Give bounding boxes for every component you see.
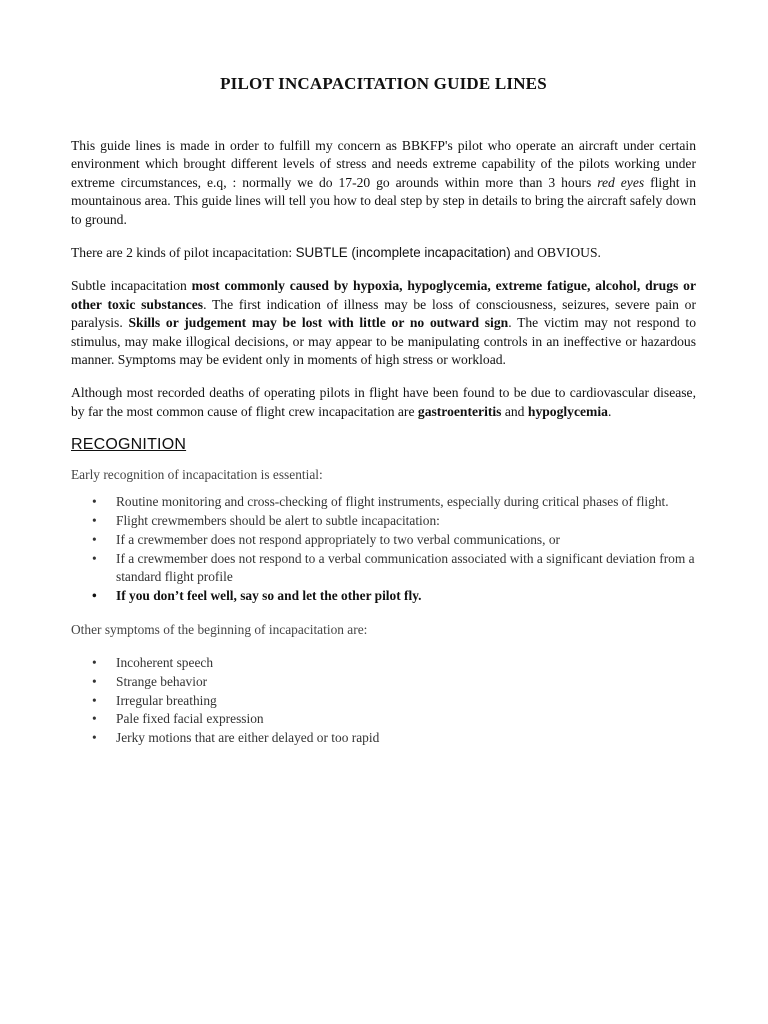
list-item bbox=[71, 692, 696, 710]
bullet-icon: • bbox=[92, 513, 97, 529]
bullet-icon: • bbox=[92, 673, 97, 689]
paragraph-text: . bbox=[607, 403, 612, 419]
bullet-icon: • bbox=[92, 587, 97, 603]
paragraph-subtle bbox=[71, 277, 696, 369]
recognition-heading: RECOGNITION bbox=[71, 436, 187, 454]
bullet-icon: • bbox=[92, 654, 97, 670]
list-item-emphasis bbox=[71, 587, 696, 605]
list-item-text: Incoherent speech bbox=[116, 654, 214, 670]
paragraph-text: . The first indication of illness may be loss of consciousness, seizures, severe pain or paralysis. bbox=[71, 296, 697, 331]
paragraph-text: Although most recorded deaths of operating pilots in flight have been found to be due to cardiovascular disease, by far the most common cause of flight crew incapacitation are bbox=[71, 385, 696, 419]
recognition-intro: Early recognition of incapacitation is essential: bbox=[71, 467, 323, 483]
recognition-list bbox=[71, 493, 696, 604]
list-item-text: Strange behavior bbox=[116, 673, 208, 689]
document-title: PILOT INCAPACITATION GUIDE LINES bbox=[220, 74, 547, 93]
bullet-icon: • bbox=[92, 532, 97, 548]
bullet-icon: • bbox=[92, 494, 97, 510]
paragraph-text: Subtle incapacitation bbox=[71, 278, 192, 294]
bold-causes: most commonly caused by hypoxia, hypoglycemia, extreme fatigue, alcohol, drugs or other toxic substances bbox=[71, 278, 696, 312]
list-item bbox=[71, 729, 696, 747]
italic-red-eyes: red eyes bbox=[597, 174, 645, 190]
symptoms-list bbox=[71, 654, 696, 748]
paragraph-text: and bbox=[501, 403, 528, 419]
list-item-text: If you don’t feel well, say so and let the other pilot fly. bbox=[116, 587, 422, 603]
paragraph-causes bbox=[71, 384, 696, 421]
list-item-text: If a crewmember does not respond appropriately to two verbal communications, or bbox=[116, 532, 560, 548]
list-item bbox=[71, 654, 696, 672]
list-item-text: If a crewmember does not respond to a verbal communication associated with a significant deviation from a standard flight profile bbox=[116, 551, 695, 584]
list-item-text: Routine monitoring and cross-checking of flight instruments, especially during critical phases of flight. bbox=[116, 494, 669, 510]
list-item bbox=[71, 550, 696, 586]
paragraph-concern bbox=[71, 137, 696, 229]
paragraph-kinds bbox=[71, 244, 696, 262]
list-item-text: Jerky motions that are either delayed or too rapid bbox=[116, 730, 380, 746]
bullet-icon: • bbox=[92, 551, 97, 566]
bullet-icon: • bbox=[92, 692, 97, 708]
paragraph-text: This guide lines is made in order to fulfill my concern as BBKFP's pilot who operate an aircraft under certain environment which brought different levels of stress and needs extreme capability of the pilots working under extreme circumstances, e.q, : normally we do 17-20 go arounds within more than 3 hours bbox=[71, 138, 696, 190]
symptoms-intro: Other symptoms of the beginning of incapacitation are: bbox=[71, 621, 368, 637]
list-item-text: Pale fixed facial expression bbox=[116, 711, 264, 727]
bullet-icon: • bbox=[92, 711, 97, 727]
bold-skills: Skills or judgement may be lost with little or no outward sign bbox=[128, 315, 509, 331]
list-item bbox=[71, 531, 696, 549]
list-item bbox=[71, 673, 696, 691]
list-item-text: Irregular breathing bbox=[116, 692, 217, 708]
bold-hypoglycemia: hypoglycemia bbox=[527, 403, 608, 419]
paragraph-text: flight in mountainous area. This guide lines will tell you how to deal step by step in details to bring the aircraft safely down to ground. bbox=[71, 174, 697, 227]
bullet-icon: • bbox=[92, 730, 97, 746]
paragraph-text: There are 2 kinds of pilot incapacitation: bbox=[71, 245, 296, 261]
list-item bbox=[71, 512, 696, 530]
paragraph-text: . The victim may not respond to stimulus, may make illogical decisions, or may appear to be manipulating controls in an ineffective or hazardous manner. Symptoms may be evident only in moments of high stress or workload. bbox=[71, 315, 696, 368]
list-item-text: Flight crewmembers should be alert to subtle incapacitation: bbox=[116, 513, 440, 529]
subtle-kind-text: SUBTLE (incomplete incapacitation) bbox=[295, 245, 511, 261]
bold-gastroenteritis: gastroenteritis bbox=[417, 403, 502, 419]
paragraph-text: and OBVIOUS. bbox=[510, 245, 601, 261]
list-item bbox=[71, 710, 696, 728]
list-item bbox=[71, 493, 696, 511]
